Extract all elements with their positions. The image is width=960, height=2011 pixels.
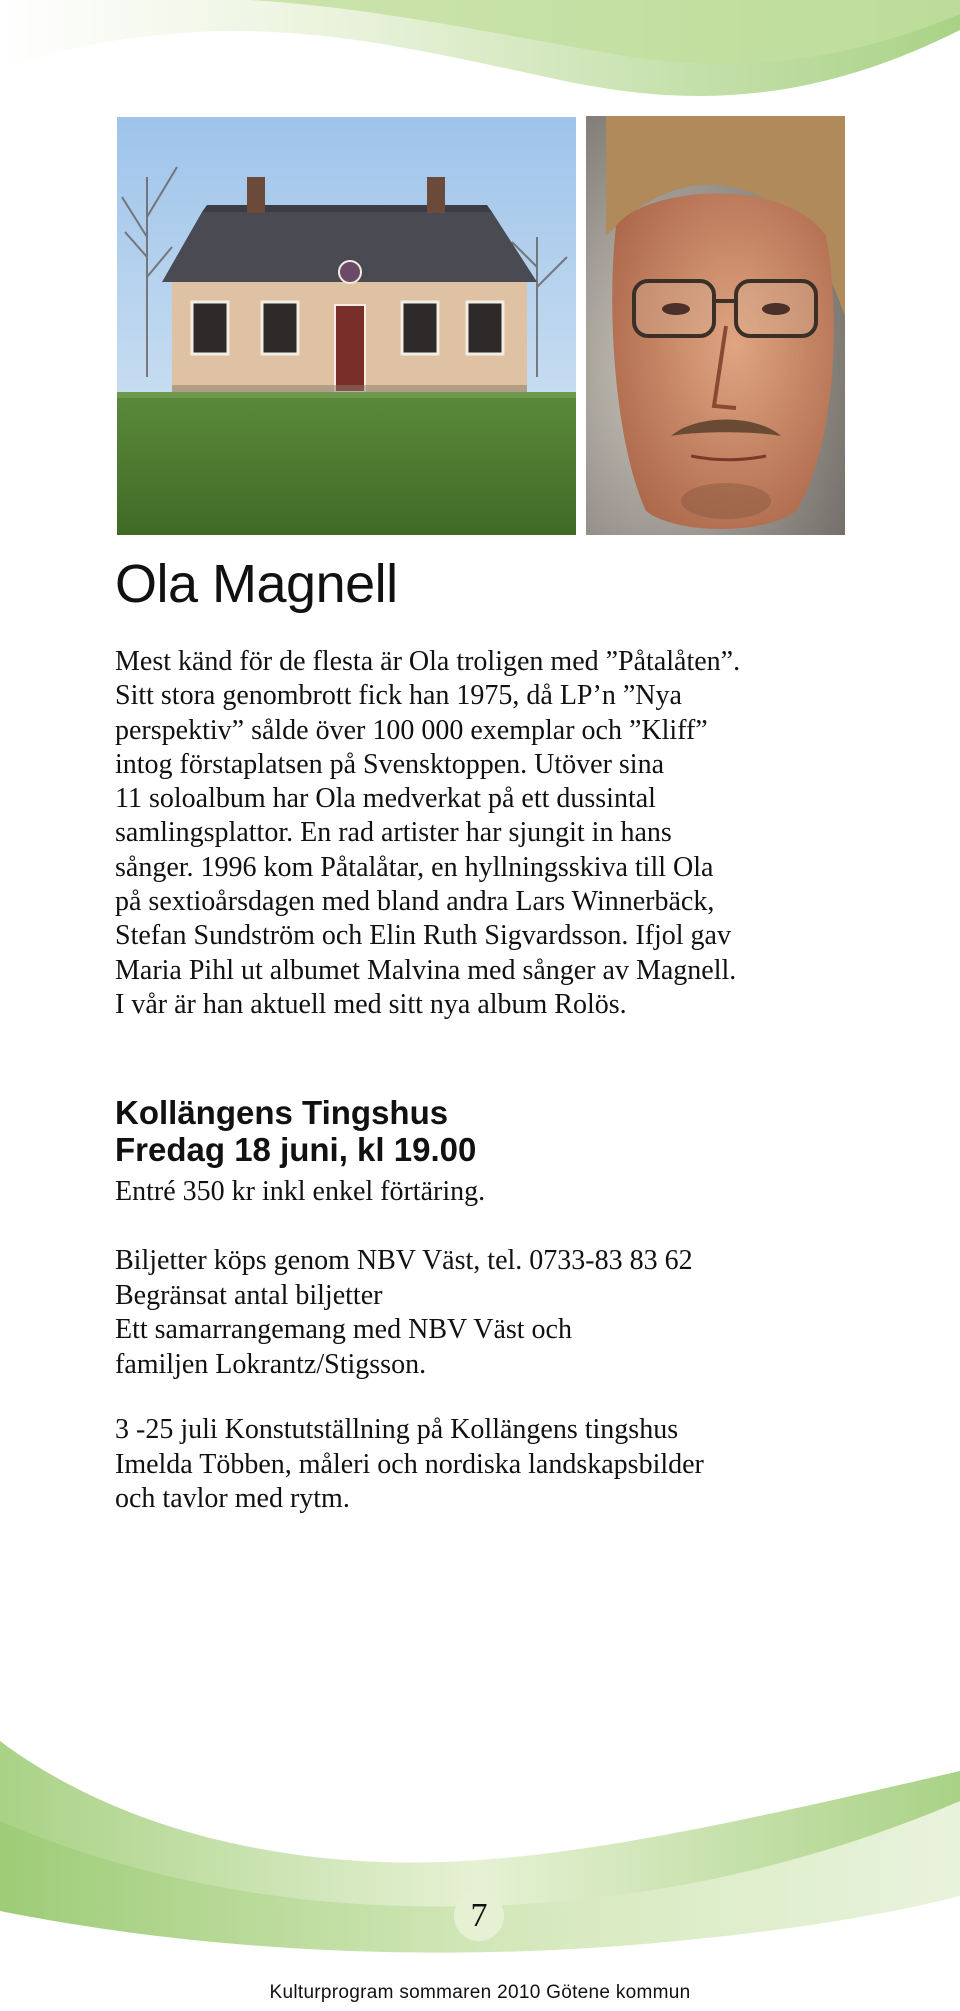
- event-datetime: Fredag 18 juni, kl 19.00: [115, 1131, 477, 1168]
- footer-text: Kulturprogram sommaren 2010 Götene kommun: [269, 1982, 691, 2003]
- bio-line: intog förstaplatsen på Svensktoppen. Utöver sina: [115, 748, 665, 780]
- exhibition-line: Imelda Többen, måleri och nordiska landskapsbilder: [115, 1448, 704, 1480]
- bottom-wave-decoration: [0, 1711, 960, 2011]
- bio-line: Stefan Sundström och Elin Ruth Sigvardsson. Ifjol gav: [115, 920, 731, 952]
- exhibition-line: och tavlor med rytm.: [115, 1483, 350, 1514]
- ticket-info-line: familjen Lokrantz/Stigsson.: [115, 1348, 427, 1380]
- ticket-info: [115, 1244, 855, 1382]
- bio-line: 11 soloalbum har Ola medverkat på ett dussintal: [115, 783, 656, 815]
- exhibition-line: 3 -25 juli Konstutställning på Kollängens tingshus: [115, 1414, 679, 1445]
- bio-line: Mest känd för de flesta är Ola troligen med ”Påtalåten”.: [115, 646, 741, 677]
- bio-line: sånger. 1996 kom Påtalåtar, en hyllningsskiva till Ola: [115, 851, 714, 883]
- top-wave-decoration: [0, 0, 960, 120]
- bio-line: I vår är han aktuell med sitt nya album Rolös.: [115, 988, 627, 1020]
- bio-line: Sitt stora genombrott fick han 1975, då LP’n ”Nya: [115, 680, 682, 712]
- event-heading: [115, 1094, 855, 1168]
- ticket-info-line: Ett samarrangemang med NBV Väst och: [115, 1314, 572, 1345]
- bio-line: samlingsplattor. En rad artister har sjungit in hans: [115, 817, 672, 849]
- bio-line: på sextioårsdagen med bland andra Lars Winnerbäck,: [115, 886, 715, 918]
- artist-biography: [115, 645, 855, 1022]
- event-entry-price: Entré 350 kr inkl enkel förtäring.: [115, 1176, 486, 1207]
- house-photo: [117, 117, 576, 535]
- exhibition-info: [115, 1413, 855, 1517]
- article-title: Ola Magnell: [115, 554, 398, 614]
- artist-portrait-photo: [586, 116, 845, 535]
- ticket-info-line: Biljetter köps genom NBV Väst, tel. 0733-83 83 62: [115, 1245, 693, 1276]
- event-venue: Kollängens Tingshus: [115, 1094, 449, 1131]
- page-number: 7: [454, 1891, 504, 1941]
- bio-line: Maria Pihl ut albumet Malvina med sånger av Magnell.: [115, 954, 737, 986]
- bio-line: perspektiv” sålde över 100 000 exemplar och ”Kliff”: [115, 714, 708, 746]
- ticket-info-line: Begränsat antal biljetter: [115, 1279, 383, 1311]
